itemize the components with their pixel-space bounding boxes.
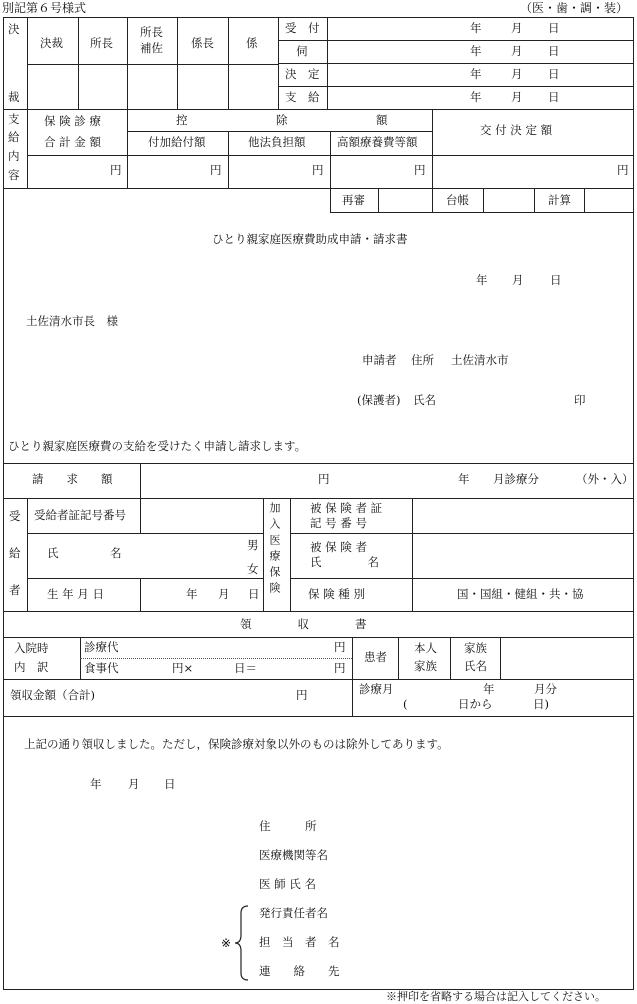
side-kyu2: 給 (9, 546, 21, 560)
approval-col-line (127, 17, 128, 109)
date-year: 年 (470, 67, 482, 81)
review-bottom (330, 212, 634, 213)
cert-no-label: 受給者証記号番号 (34, 508, 126, 522)
uketsuke-label: 受 付 (285, 21, 320, 35)
treatment-month-label: 診療月 (359, 682, 394, 696)
claim-bottom (3, 498, 634, 499)
date-day: 日 (548, 90, 560, 104)
shikyu-label: 支 給 (285, 90, 320, 104)
date-day: 日 (548, 21, 560, 35)
birth-day: 日 (248, 587, 260, 601)
address-label: 住所 (411, 353, 434, 367)
frame-left (3, 17, 4, 990)
date-day: 日 (548, 67, 560, 81)
form-category: （医・歯・調・装） (520, 1, 629, 15)
review-line (483, 188, 484, 212)
side-nai: 内 (8, 149, 20, 163)
keisan-label: 計算 (548, 193, 571, 207)
date-row-line (278, 63, 634, 64)
frame-right (633, 17, 634, 990)
birth-month: 月 (218, 587, 230, 601)
claim-month: 月診療分 (493, 472, 539, 486)
receipt-line (450, 637, 451, 679)
col-kakari: 係 (246, 36, 258, 50)
asterisk-mark: ※ (221, 936, 232, 950)
side-shi: 支 (8, 112, 20, 126)
shinryo-label: 診療代 (84, 640, 119, 654)
receipt-statement: 上記の通り領収しました。ただし，保険診療対象以外のものは除外してあります。 (24, 737, 449, 751)
hoken-2: 合 計 金 額 (44, 135, 101, 149)
receipt-line (398, 637, 399, 679)
doctor-name: 医 師 氏 名 (259, 877, 316, 891)
meal-yen: 円 (334, 661, 346, 675)
inpatient-1: 入院時 (14, 641, 49, 655)
ins-cert-1: 被 保 険 者 証 (310, 501, 383, 515)
review-line (584, 188, 585, 212)
recipient-row-line (27, 533, 263, 534)
recipient-line (263, 498, 264, 611)
treatment-year: 年 (483, 682, 495, 696)
fuka-label: 付加給付額 (148, 135, 206, 149)
kojo-2: 除 (276, 113, 288, 127)
meal-label: 食事代 (84, 661, 119, 675)
app-day: 日 (550, 273, 562, 287)
contact-person: 担 当 者 名 (259, 935, 340, 949)
recipient-row-line (290, 578, 634, 579)
review-line (534, 188, 535, 212)
date-year: 年 (470, 21, 482, 35)
claim-visit: （外・入） (576, 472, 634, 486)
ins-type-value: 国・国組・健組・共・協 (457, 587, 584, 601)
name-label: 氏名 (413, 393, 436, 407)
application-title: ひとり親家庭医療費助成申請・請求書 (212, 232, 408, 246)
kettei-label: 決 定 (285, 67, 320, 81)
ins-cert-2: 記 号 番 号 (310, 516, 367, 530)
payment-col-line (228, 131, 229, 188)
payment-bottom (3, 188, 634, 189)
saishin-label: 再審 (342, 193, 365, 207)
review-line (432, 188, 433, 212)
addressee: 土佐清水市長 様 (26, 314, 118, 328)
app-month: 月 (512, 273, 524, 287)
kazoku-shimei-1: 家族 (464, 641, 487, 655)
insured-1: 被 保 険 者 (310, 540, 367, 554)
name-label-2: 名 (110, 546, 122, 560)
applicant-label: 申請者 (362, 353, 397, 367)
taho-label: 他法負担額 (248, 135, 306, 149)
patient-label: 患者 (364, 650, 387, 664)
institution-name: 医療機関等名 (259, 848, 328, 862)
payment-sub-line (127, 131, 432, 132)
guardian-label: (保護者) (357, 393, 401, 407)
date-row-line (278, 40, 634, 41)
recipient-line (412, 498, 413, 611)
receipt-line (500, 637, 501, 679)
from-close: 日) (533, 697, 549, 711)
seal-mark: 印 (574, 393, 586, 407)
date-month: 月 (511, 44, 523, 58)
kofu-label: 交 付 決 定 額 (480, 123, 553, 137)
side-sha: 者 (9, 583, 21, 597)
yen-kofu: 円 (617, 163, 629, 177)
meal-calc-1: 円× (172, 661, 194, 675)
contact-info: 連 絡 先 (259, 964, 340, 978)
receipt-total-bottom (3, 716, 634, 717)
app-year: 年 (476, 273, 488, 287)
honnin-label: 本人 (414, 641, 437, 655)
claim-yen: 円 (318, 472, 330, 486)
review-line (378, 188, 379, 212)
date-year: 年 (470, 90, 482, 104)
recipient-line (140, 498, 141, 533)
payment-col-line (432, 109, 433, 188)
application-bottom (3, 463, 634, 464)
kogaku-label: 高額療養費等額 (337, 135, 418, 149)
total-label: 領収金額（合計) (10, 688, 95, 702)
frame-top (3, 17, 634, 18)
brace-icon (233, 905, 251, 981)
treatment-month: 月分 (534, 682, 557, 696)
kanyu-label: 加入医療保険 (268, 502, 281, 598)
col-shocho-hosa-2: 補佐 (140, 41, 163, 55)
yen-kogaku: 円 (414, 163, 426, 177)
date-month: 月 (511, 67, 523, 81)
side-ju: 受 (9, 509, 21, 523)
date-day: 日 (548, 44, 560, 58)
daicho-label: 台帳 (446, 193, 469, 207)
total-yen: 円 (296, 688, 308, 702)
yen-fuka: 円 (210, 163, 222, 177)
col-kakaricho: 係長 (191, 36, 214, 50)
claim-line (140, 463, 141, 498)
address-value: 土佐清水市 (451, 353, 509, 367)
receipt-year: 年 (90, 777, 102, 791)
recipient-line (290, 498, 291, 611)
payment-side-line (27, 109, 28, 188)
approval-divider (27, 17, 28, 109)
date-year: 年 (470, 44, 482, 58)
approval-col-line (228, 17, 229, 109)
name-label-1: 氏 (47, 546, 59, 560)
claim-year: 年 (458, 472, 470, 486)
sex-female: 女 (247, 562, 259, 576)
yen-hoken: 円 (110, 163, 122, 177)
birth-year: 年 (186, 587, 198, 601)
issuer-name: 発行責任者名 (259, 906, 328, 920)
receipt-month: 月 (128, 777, 140, 791)
shinryo-yen: 円 (334, 640, 346, 654)
date-month: 月 (511, 90, 523, 104)
recipient-side-line (27, 498, 28, 611)
insured-2: 氏 名 (310, 555, 379, 569)
receipt-row-line (3, 679, 634, 680)
receipt-day: 日 (164, 777, 176, 791)
col-shocho-hosa-1: 所長 (140, 25, 163, 39)
approval-bottom (3, 109, 634, 110)
from-label: 日から (458, 697, 493, 711)
review-line (330, 188, 331, 212)
sai-char: 裁 (8, 90, 20, 104)
ukagai-label: 伺 (296, 44, 308, 58)
side-you: 容 (8, 168, 20, 182)
kessai-char: 決 (8, 22, 20, 36)
form-number: 別記第６号様式 (2, 1, 87, 15)
kazoku-label: 家族 (414, 659, 437, 673)
col-shocho: 所長 (90, 36, 113, 50)
hoken-1: 保 険 診 療 (44, 114, 101, 128)
date-row-line (278, 86, 634, 87)
receipt-title-bottom (3, 637, 634, 638)
kazoku-shimei-2: 氏名 (464, 659, 487, 673)
col-kessai: 決裁 (40, 36, 63, 50)
receipt-dotted-line (80, 658, 352, 659)
approval-col-line (78, 17, 79, 109)
receipt-title: 領 収 書 (240, 617, 367, 631)
sex-male: 男 (247, 538, 259, 552)
side-kyu: 給 (8, 130, 20, 144)
ins-type-label: 保 険 種 別 (308, 587, 365, 601)
from-open: ( (403, 697, 408, 711)
recipient-line (140, 578, 141, 611)
inpatient-2: 内 訳 (14, 660, 49, 674)
payment-row-line (27, 155, 634, 156)
recipient-row-line (27, 578, 263, 579)
claim-label: 請 求 額 (32, 472, 113, 486)
receipt-line (352, 637, 353, 716)
institution-address: 住 所 (259, 819, 317, 833)
kojo-1: 控 (176, 113, 188, 127)
payment-col-line (330, 131, 331, 188)
date-month: 月 (511, 21, 523, 35)
kojo-3: 額 (376, 113, 388, 127)
footnote: ※押印を省略する場合は記入してください。 (386, 990, 606, 1003)
approval-col-line (177, 17, 178, 109)
yen-taho: 円 (312, 163, 324, 177)
approval-mid-line (27, 64, 278, 65)
recipient-bottom (3, 611, 634, 612)
recipient-row-line (290, 533, 634, 534)
meal-calc-2: 日＝ (234, 661, 257, 675)
application-statement: ひとり親家庭医療費の支給を受けたく申請し請求します。 (8, 439, 307, 453)
birth-label: 生 年 月 日 (47, 587, 104, 601)
payment-col-line (127, 109, 128, 188)
